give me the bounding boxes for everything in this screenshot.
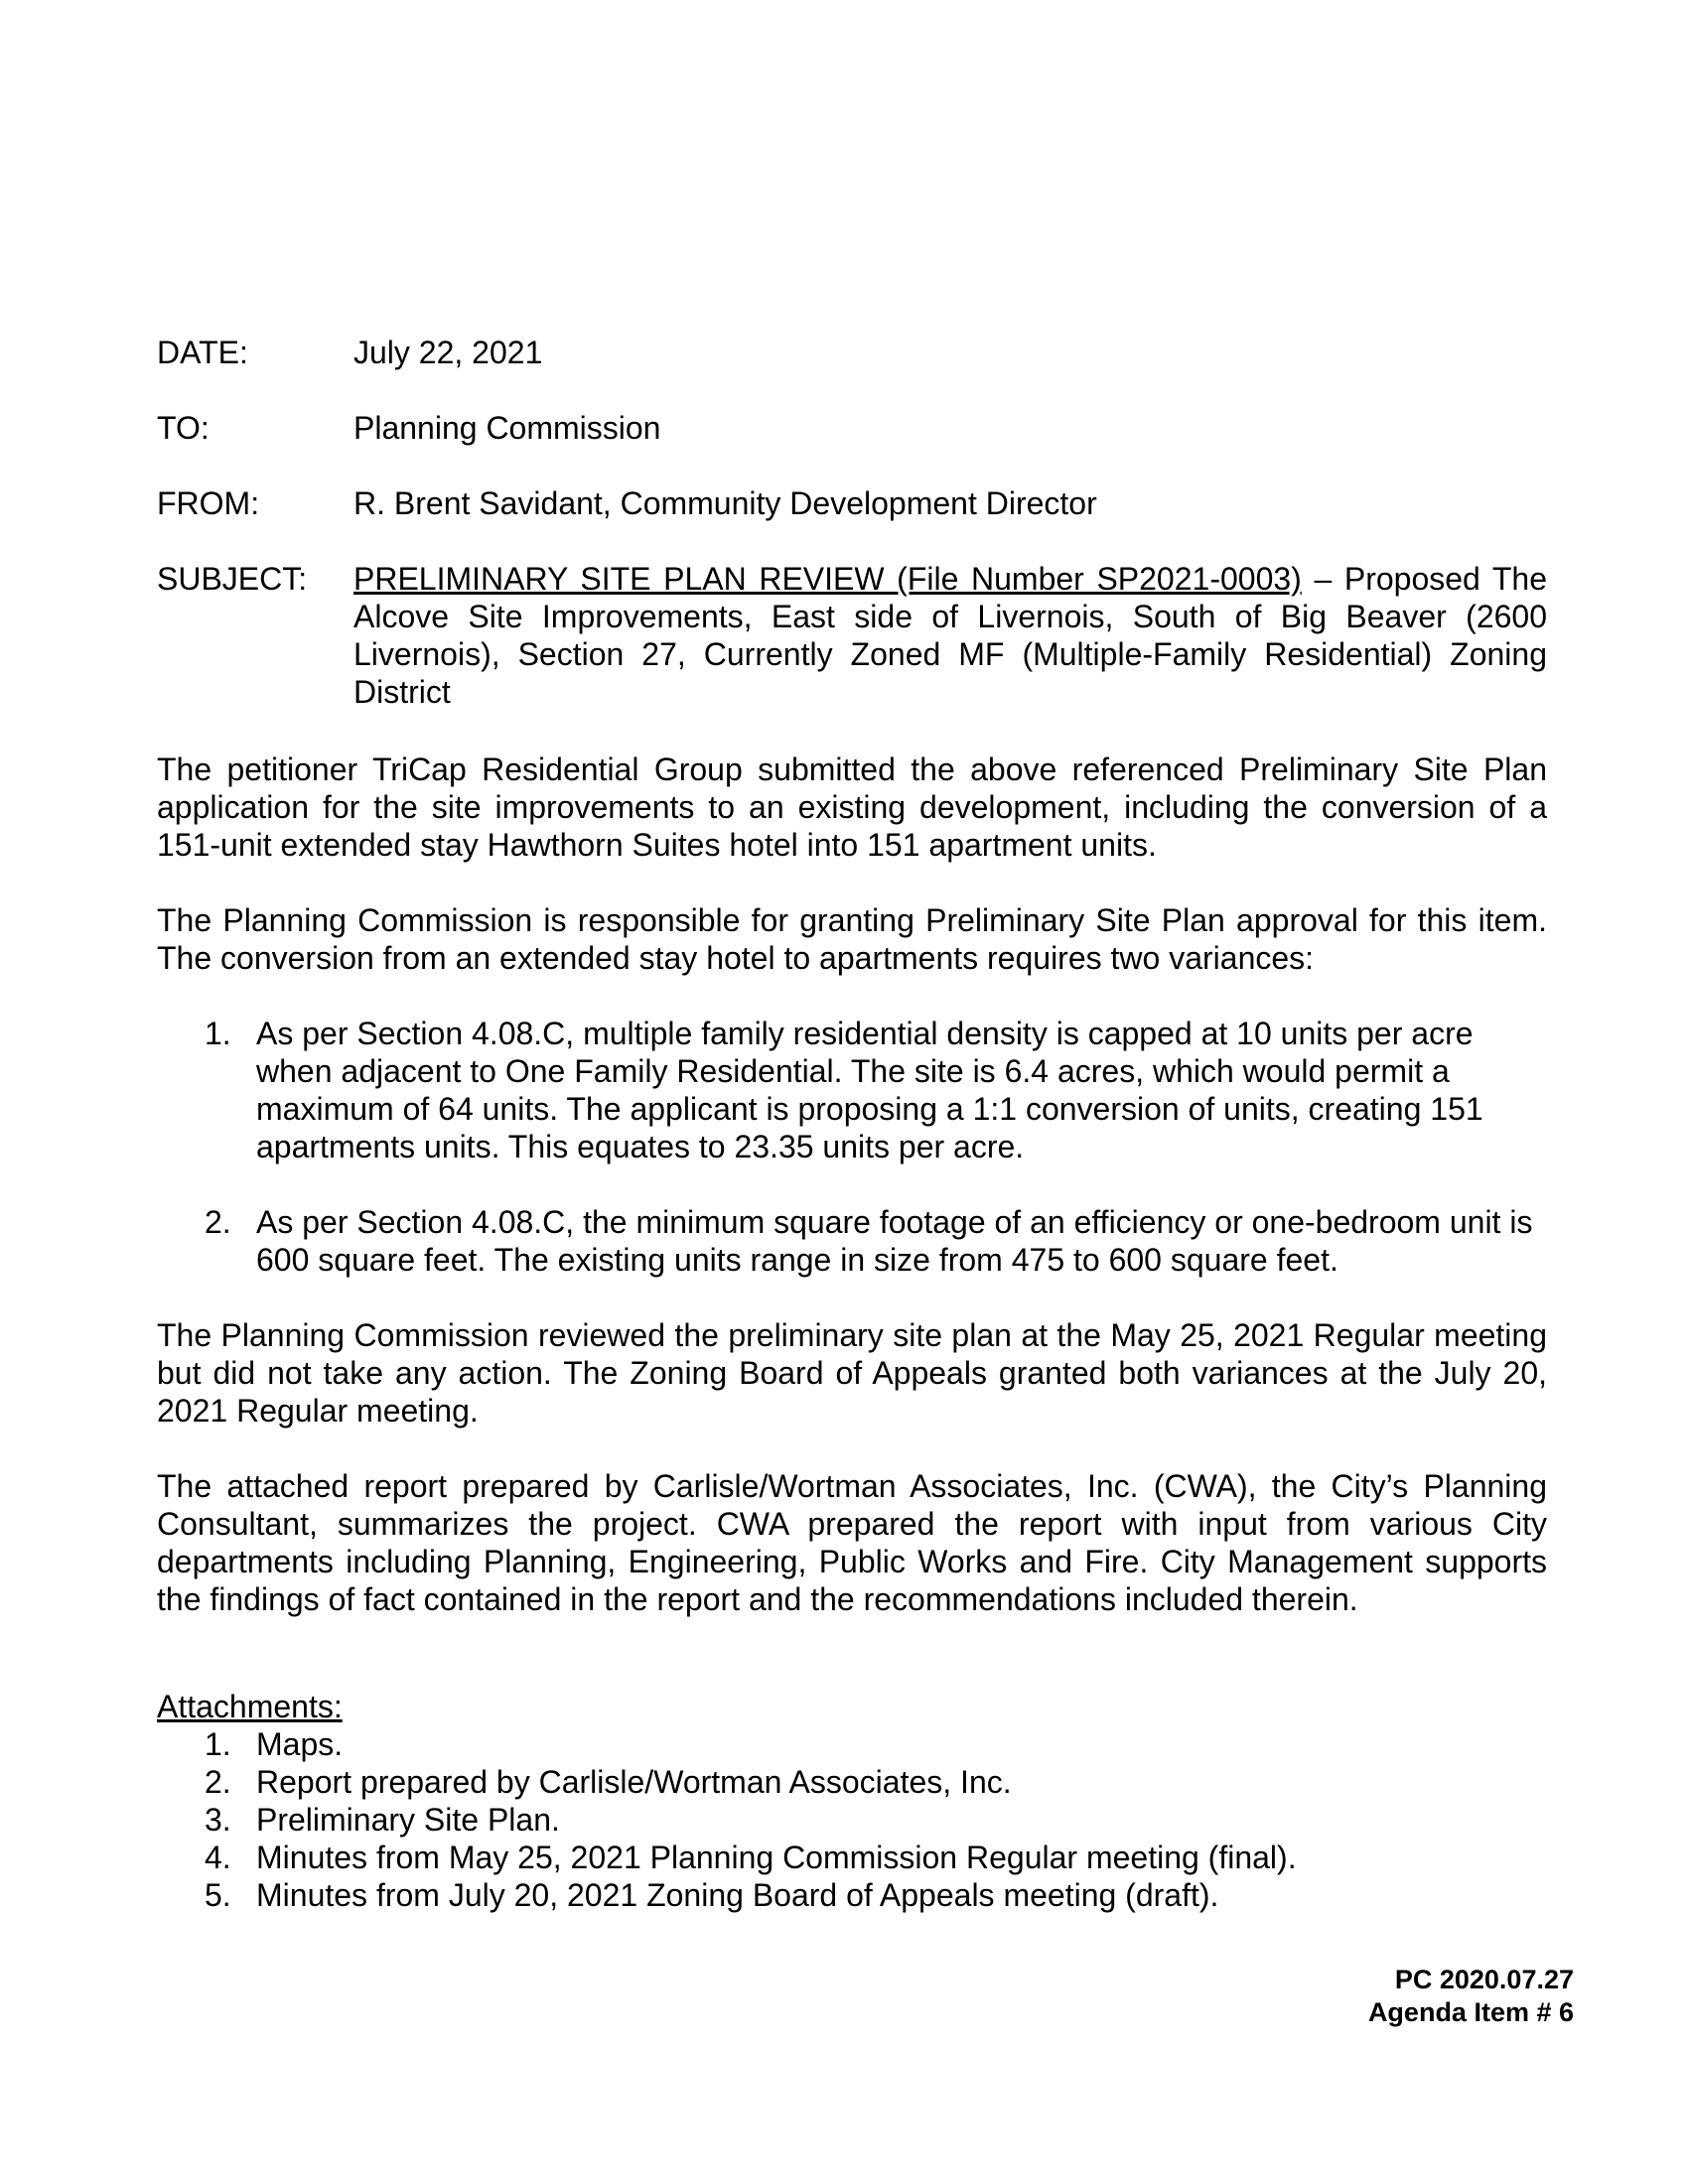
list-item-number: 5. bbox=[205, 1877, 231, 1913]
list-item bbox=[157, 1203, 1547, 1279]
memo-page bbox=[157, 0, 1547, 2184]
subject-row bbox=[157, 560, 1547, 711]
to-row bbox=[157, 409, 1547, 447]
subject-title: PRELIMINARY SITE PLAN REVIEW (File Number SP2021-0003) bbox=[353, 561, 1302, 597]
to-label: TO: bbox=[157, 410, 210, 446]
list-item-text: Minutes from July 20, 2021 Zoning Board of Appeals meeting (draft). bbox=[256, 1877, 1219, 1913]
paragraph-review: The Planning Commission reviewed the preliminary site plan at the May 25, 2021 Regular meeting but did not take any action. The Zoning Board of Appeals granted both variances at the July 20, 2021 Regular meeting. bbox=[157, 1317, 1547, 1429]
subject-label: SUBJECT: bbox=[157, 561, 308, 597]
from-row bbox=[157, 484, 1547, 522]
paragraph-petition: The petitioner TriCap Residential Group submitted the above referenced Preliminary Site Plan application for the site improvements to an existing development, including the conversion of a 151-unit extended stay Hawthorn Suites hotel into 151 apartment units. bbox=[157, 751, 1547, 863]
list-item-number: 1. bbox=[205, 1726, 231, 1762]
list-item-number: 1. bbox=[205, 1016, 231, 1051]
list-item-text: Maps. bbox=[256, 1726, 344, 1762]
from-label: FROM: bbox=[157, 485, 260, 521]
list-item bbox=[157, 1876, 1547, 1914]
agenda-footer bbox=[1368, 1964, 1574, 2029]
attachments-list bbox=[157, 1725, 1547, 1914]
subject-description: – Proposed The Alcove Site Improvements, East side of Livernois, South of Big Beaver (2600 Livernois), Section 27, Currently Zoned MF (Multiple-Family Residential) Zoning District bbox=[353, 561, 1548, 710]
memo-header bbox=[157, 334, 1547, 749]
date-label: DATE: bbox=[157, 335, 248, 370]
date-row bbox=[157, 334, 1547, 371]
paragraph-report: The attached report prepared by Carlisle/Wortman Associates, Inc. (CWA), the City’s Planning Consultant, summarizes the project. CWA prepared the report with input from various City departments including Planning, Engineering, Public Works and Fire. City Management supports the findings of fact contained in the report and the recommendations included therein. bbox=[157, 1468, 1547, 1617]
to-value: Planning Commission bbox=[353, 410, 661, 446]
footer-agenda-item: Agenda Item # 6 bbox=[1367, 1997, 1574, 2027]
list-item-text: As per Section 4.08.C, multiple family residential density is capped at 10 units per acre when adjacent to One Family Residential. The site is 6.4 acres, which would permit a maximum of 64 units. The applicant is proposing a 1:1 conversion of units, creating 151 apartments units. This equates to 23.35 units per acre. bbox=[256, 1016, 1483, 1164]
list-item-number: 3. bbox=[205, 1802, 231, 1838]
list-item-text: Report prepared by Carlisle/Wortman Associates, Inc. bbox=[256, 1764, 1012, 1800]
from-value: R. Brent Savidant, Community Development Director bbox=[353, 485, 1097, 521]
list-item bbox=[157, 1839, 1547, 1876]
list-item-number: 2. bbox=[205, 1764, 231, 1800]
list-item bbox=[157, 1015, 1547, 1165]
date-value: July 22, 2021 bbox=[353, 335, 543, 370]
variance-list bbox=[157, 1015, 1547, 1279]
list-item-number: 2. bbox=[205, 1204, 231, 1240]
list-item-text: Minutes from May 25, 2021 Planning Commission Regular meeting (final). bbox=[256, 1840, 1297, 1875]
list-item bbox=[157, 1725, 1547, 1763]
memo-body bbox=[157, 751, 1547, 1656]
subject-value bbox=[353, 560, 1547, 711]
list-item-text: As per Section 4.08.C, the minimum square footage of an efficiency or one-bedroom unit is 600 square feet. The existing units range in size from 475 to 600 square feet. bbox=[256, 1204, 1533, 1278]
attachments-section bbox=[157, 1688, 1547, 1914]
list-item-text: Preliminary Site Plan. bbox=[256, 1802, 560, 1838]
attachments-heading: Attachments: bbox=[157, 1689, 343, 1724]
list-item bbox=[157, 1763, 1547, 1801]
list-item bbox=[157, 1801, 1547, 1839]
list-item-number: 4. bbox=[205, 1840, 231, 1875]
paragraph-responsibility: The Planning Commission is responsible for granting Preliminary Site Plan approval for this item. The conversion from an extended stay hotel to apartments requires two variances: bbox=[157, 902, 1547, 976]
footer-reference: PC 2020.07.27 bbox=[1394, 1965, 1574, 1994]
